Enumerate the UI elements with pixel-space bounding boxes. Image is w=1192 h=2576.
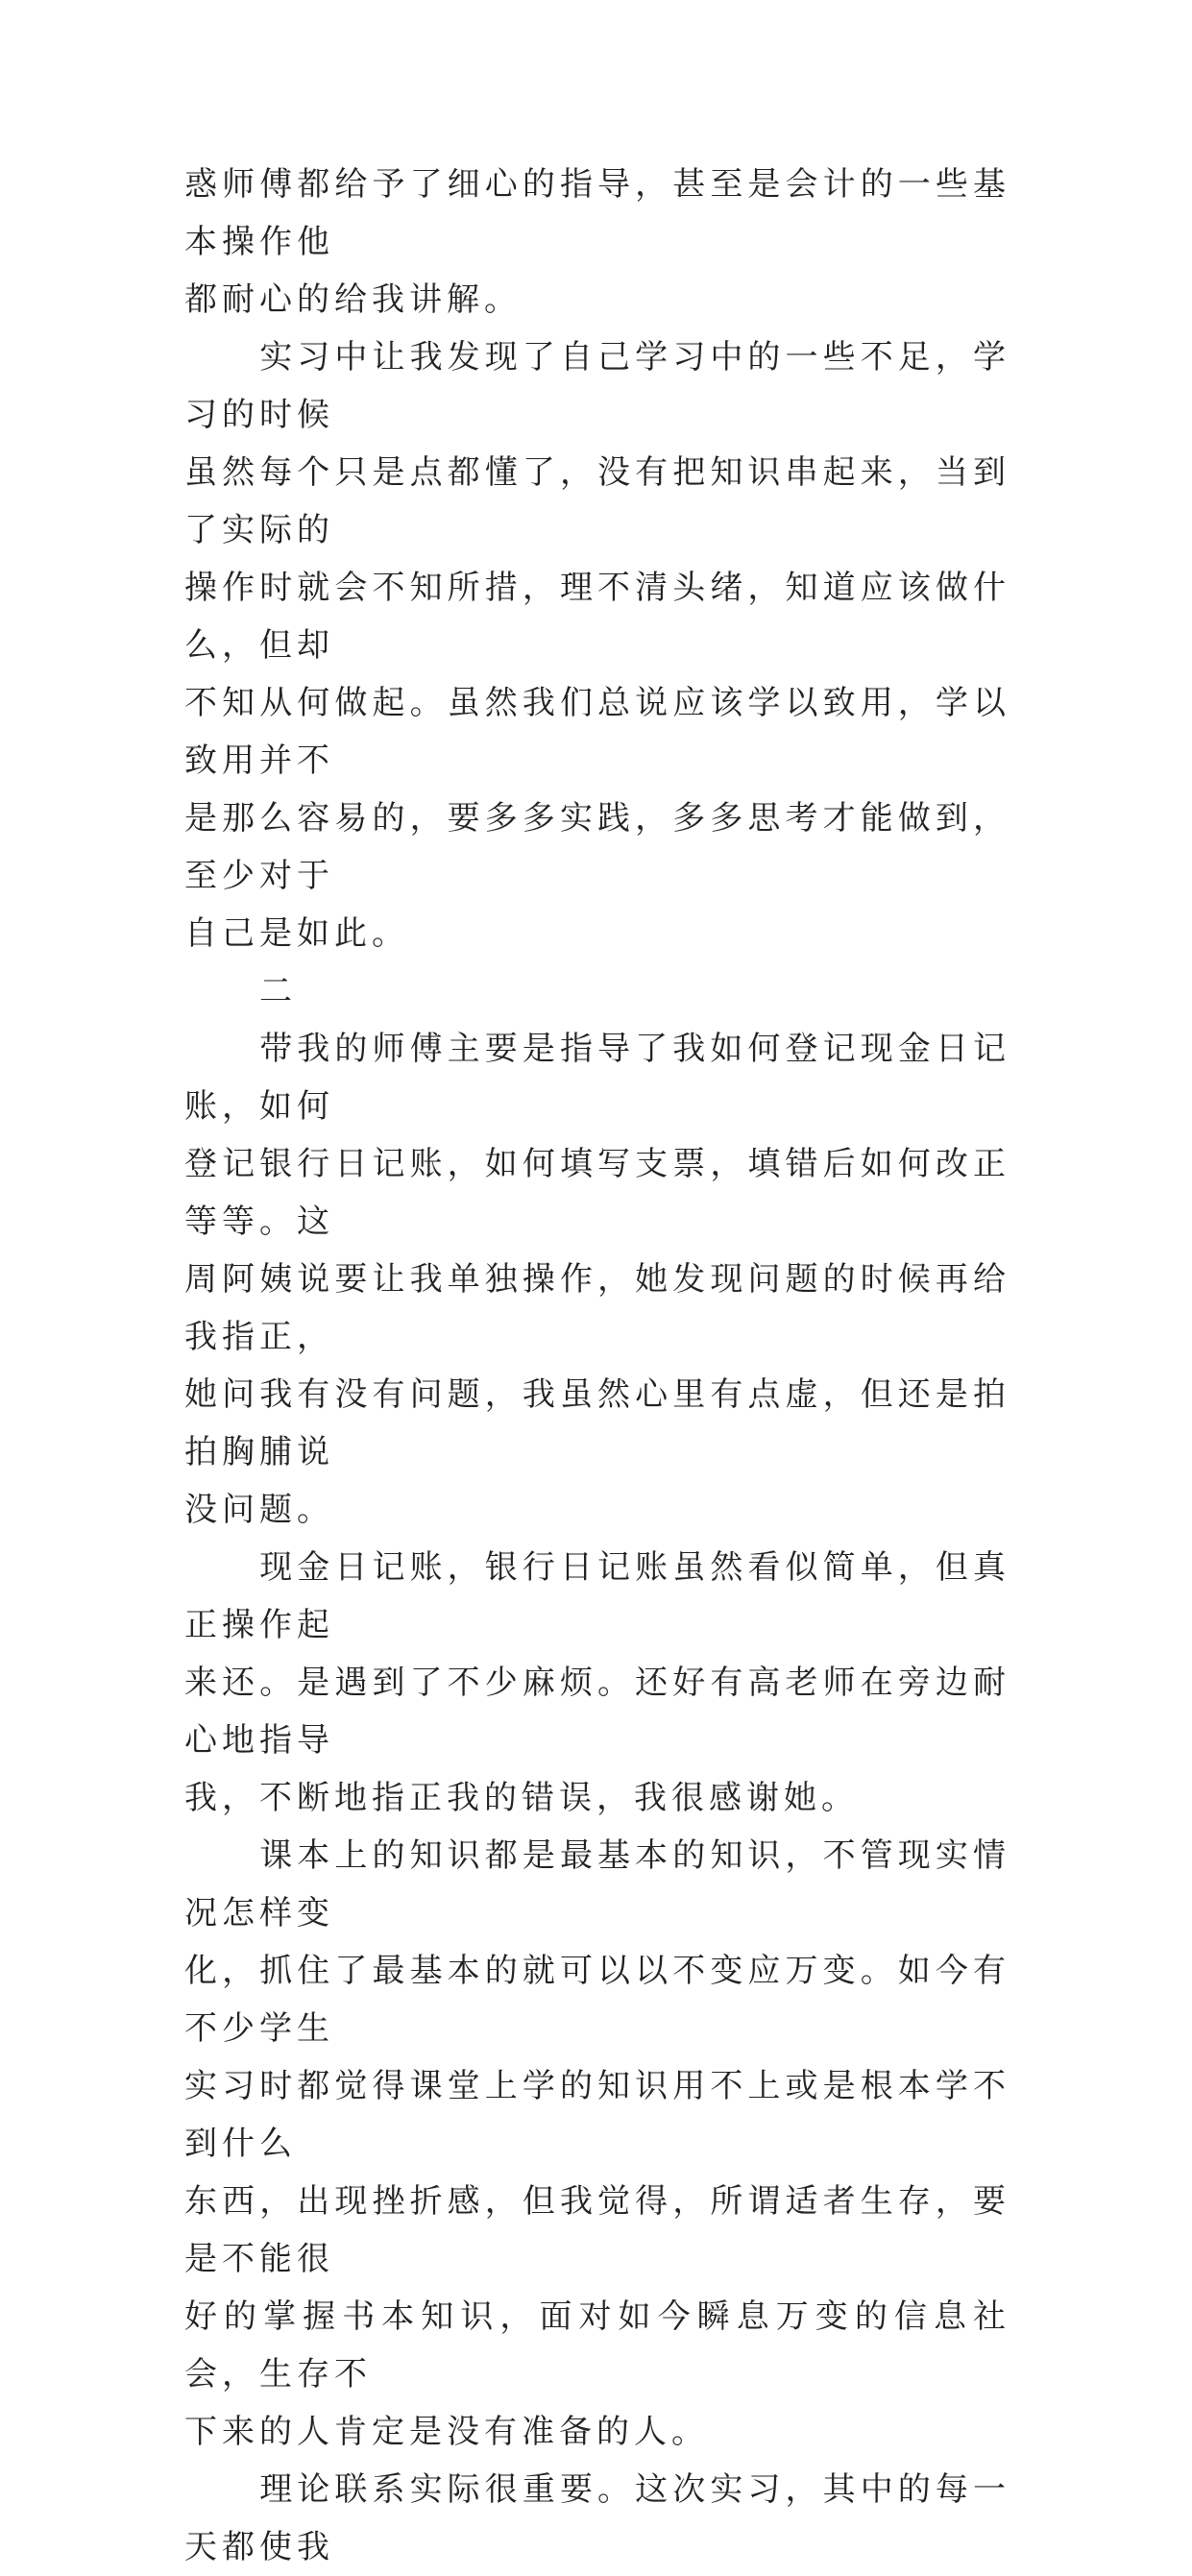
paragraph-2: 实习中让我发现了自己学习中的一些不足，学习的时候 虽然每个只是点都懂了，没有把知识串起来，当到了实际的 操作时就会不知所措，理不清头绪，知道应该做什么，但却 不知从何做起。虽然我们总说应该学以致用，学以致用并不 是那么容易的，要多多实践，多多思考才能做到，至少对于 自己是如此。 [184,338,1010,953]
section-heading: 二 [184,972,297,1010]
paragraph-6: 理论联系实际很重要。这次实习，其中的每一天都使我 [184,2470,1010,2566]
paragraph-4: 现金日记账，银行日记账虽然看似简单，但真正操作起 来还。是遇到了不少麻烦。还好有高老师在旁边耐心地指导 我，不断地指正我的错误，我很感谢她。 [184,1548,1010,1817]
paragraph-5: 课本上的知识都是最基本的知识，不管现实情况怎样变 化，抓住了最基本的就可以以不变应万变。如今有不少学生 实习时都觉得课堂上学的知识用不上或是根本学不到什么 东西，出现挫折感，但我觉得，所谓适者生存，要是不能很 好的掌握书本知识，面对如今瞬息万变的信息社会，生存不 下来的人肯定是没有准备的人。 [184,1836,1010,2451]
paragraph-1: 惑师傅都给予了细心的指导，甚至是会计的一些基本操作他 都耐心的给我讲解。 [184,165,1010,319]
paragraph-3: 带我的师傅主要是指导了我如何登记现金日记账，如何 登记银行日记账，如何填写支票，填错后如何改正等等。这 周阿姨说要让我单独操作，她发现问题的时候再给我指正， 她问我有没有问题，我虽然心里有点虚，但还是拍拍胸脯说 没问题。 [184,1030,1010,1529]
document-body [184,156,1010,2576]
